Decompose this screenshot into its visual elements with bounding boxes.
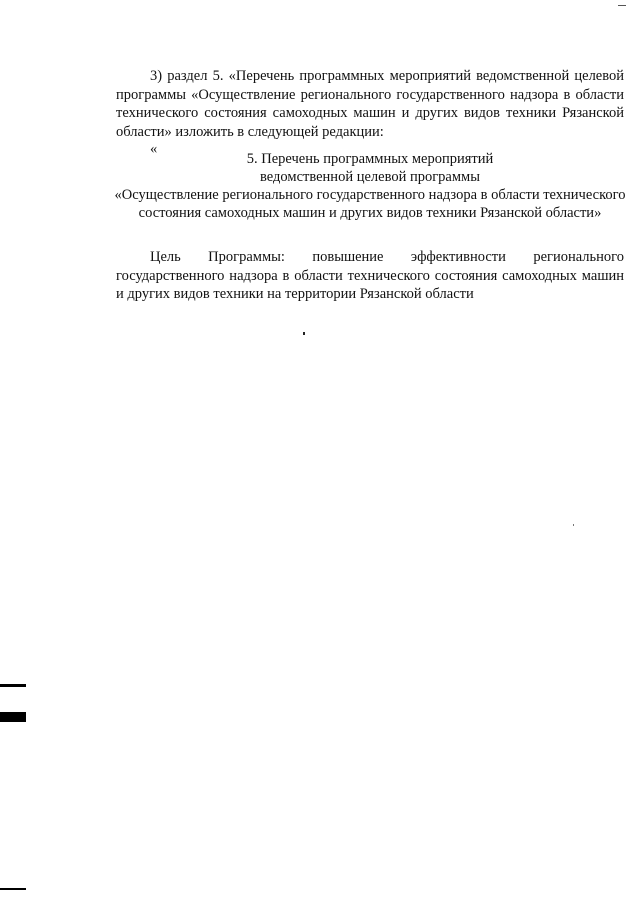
scan-margin-mark [0,712,26,722]
scan-speck [303,332,305,335]
section-heading-title: 5. Перечень программных мероприятий [246,151,494,167]
program-goal-paragraph: Цель Программы: повышение эффективности регионального государственного надзора в области технического состояния самоходных машин и других видов техники на территории Рязанской области [116,249,624,302]
scan-speck [618,5,626,6]
opening-quote-mark: « [150,141,158,157]
scan-speck [573,524,574,526]
section-heading-subtitle: ведомственной целевой программы [260,169,480,185]
amendment-paragraph: 3) раздел 5. «Перечень программных мероприятий ведомственной целевой программы «Осуществление регионального государственного надзора в области технического состояния самоходных машин и других видов техники Рязанской области» изложить в следующей редакции: [116,68,624,140]
section-heading-program-name: «Осуществление регионального государственного надзора в области технического состояния самоходных машин и других видов техники Рязанской области» [114,187,626,221]
scan-margin-mark [0,684,26,687]
scan-margin-mark [0,888,26,890]
section-heading [105,150,635,222]
